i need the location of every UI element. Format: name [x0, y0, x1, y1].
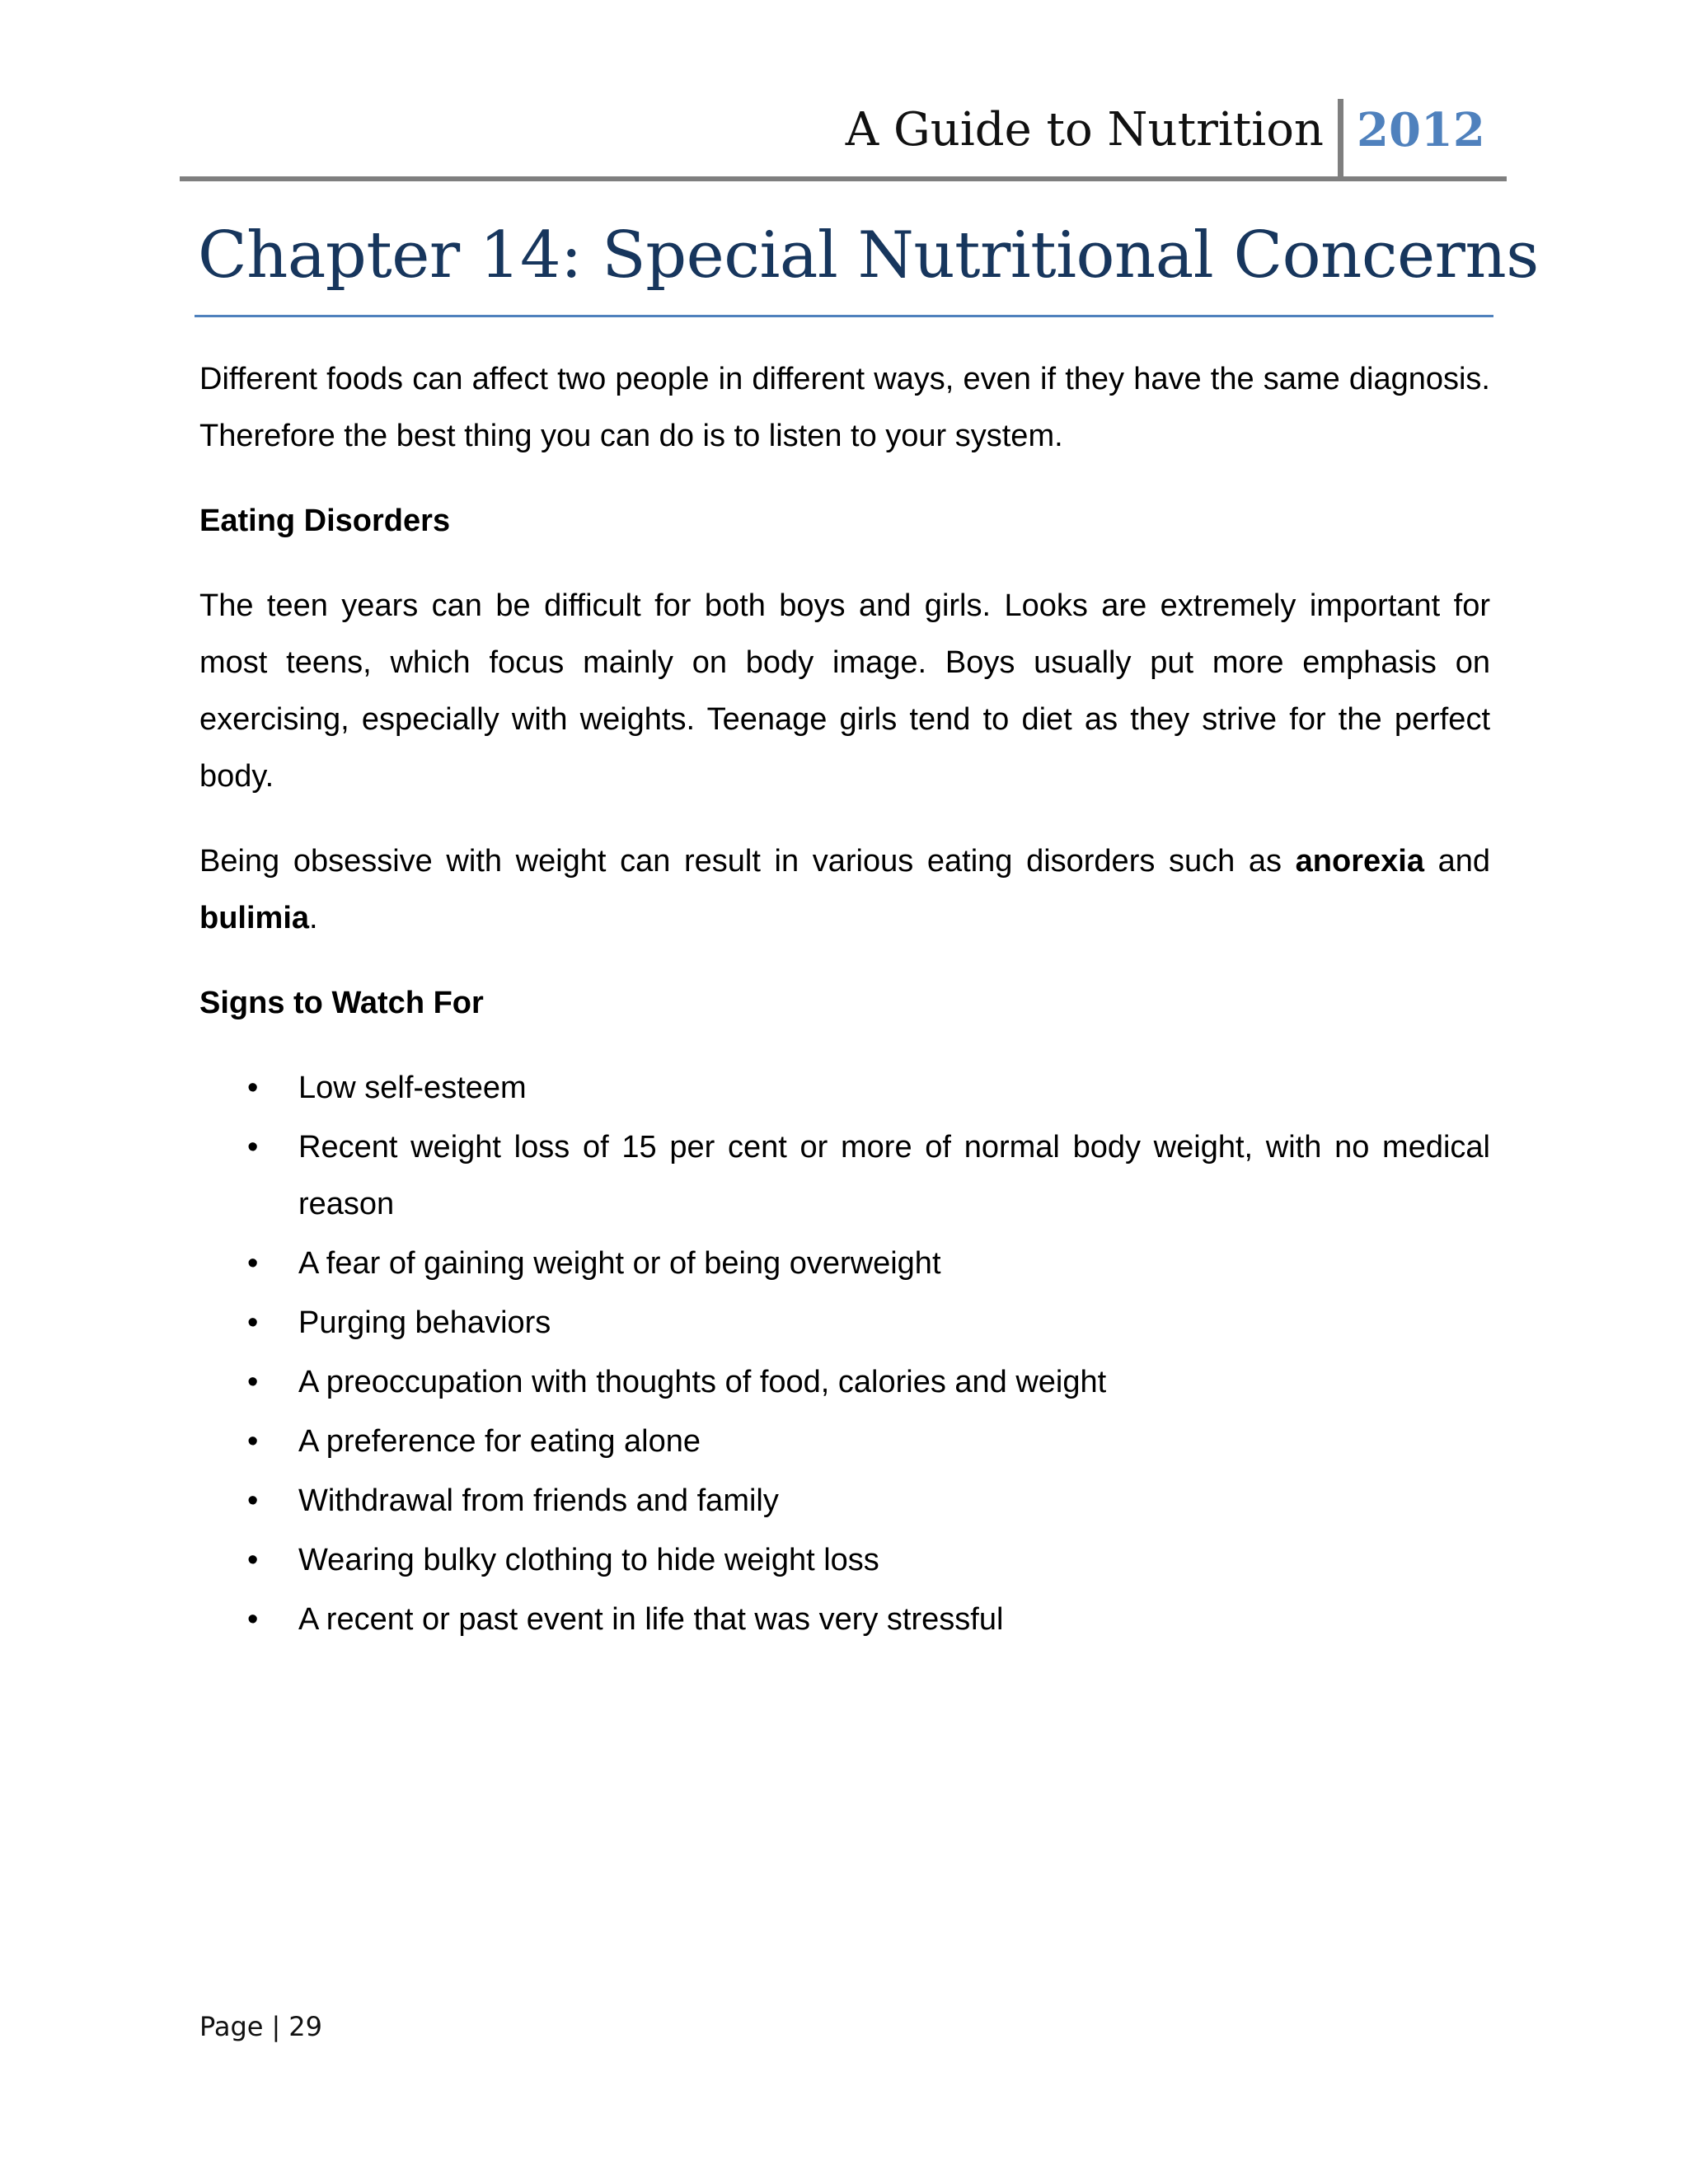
list-item [199, 1413, 1490, 1470]
signs-list [199, 1060, 1490, 1648]
page-label: Page [199, 2011, 264, 2042]
list-item [199, 1295, 1490, 1352]
bullet-icon: • [247, 1602, 259, 1637]
bullet-icon: • [247, 1483, 259, 1518]
bullet-icon: • [247, 1305, 259, 1340]
page-footer [199, 2011, 322, 2042]
document-title: A Guide to Nutrition [845, 103, 1324, 157]
footer-separator: | [271, 2011, 281, 2042]
list-item [199, 1532, 1490, 1589]
list-item [199, 1235, 1490, 1292]
bullet-icon: • [247, 1424, 259, 1459]
term-anorexia: anorexia [1295, 844, 1424, 879]
bullet-icon: • [247, 1365, 259, 1399]
chapter-title: Chapter 14: Special Nutritional Concerns [198, 218, 1539, 293]
obsessive-middle: and [1423, 844, 1491, 879]
eating-disorders-heading: Eating Disorders [199, 504, 451, 538]
list-item-text: A preoccupation with thoughts of food, calories and weight [298, 1365, 1107, 1399]
term-bulimia: bulimia [199, 901, 310, 935]
obsessive-suffix: . [309, 901, 318, 935]
obsessive-prefix: Being obsessive with weight can result in various eating disorders such as [199, 844, 1296, 879]
list-item-text: Recent weight loss of 15 per cent or more of normal body weight, with no medical reason [298, 1130, 1490, 1221]
list-item [199, 1119, 1490, 1233]
bullet-icon: • [247, 1246, 259, 1281]
teen-years-paragraph: The teen years can be difficult for both boys and girls. Looks are extremely important for most teens, which focus mainly on body image. Boys usually put more emphasis on exercising, especially with weights. Teenage girls tend to diet as they strive for the perfect body. [199, 588, 1490, 794]
list-item-text: A fear of gaining weight or of being overweight [298, 1246, 941, 1281]
document-year: 2012 [1357, 103, 1485, 157]
intro-paragraph: Different foods can affect two people in different ways, even if they have the same diagnosis. Therefore the best thing you can do is to listen to your system. [199, 362, 1490, 453]
header-separator [1338, 99, 1343, 180]
page-header [180, 97, 1507, 181]
bullet-icon: • [247, 1130, 259, 1165]
chapter-title-underline [195, 315, 1493, 317]
list-item-text: Withdrawal from friends and family [298, 1483, 779, 1518]
list-item-text: A preference for eating alone [298, 1424, 701, 1459]
bullet-icon: • [247, 1071, 259, 1105]
list-item-text: Low self-esteem [298, 1071, 527, 1105]
list-item-text: Wearing bulky clothing to hide weight loss [298, 1543, 879, 1577]
list-item [199, 1354, 1490, 1411]
list-item-text: A recent or past event in life that was very stressful [298, 1602, 1004, 1637]
list-item-text: Purging behaviors [298, 1305, 551, 1340]
list-item [199, 1591, 1490, 1648]
bullet-icon: • [247, 1543, 259, 1577]
page-content [199, 351, 1490, 1651]
obsessive-weight-paragraph [199, 833, 1490, 947]
list-item [199, 1060, 1490, 1117]
list-item [199, 1473, 1490, 1530]
page-number: 29 [288, 2011, 322, 2042]
header-rule [180, 176, 1507, 181]
signs-heading: Signs to Watch For [199, 986, 484, 1020]
